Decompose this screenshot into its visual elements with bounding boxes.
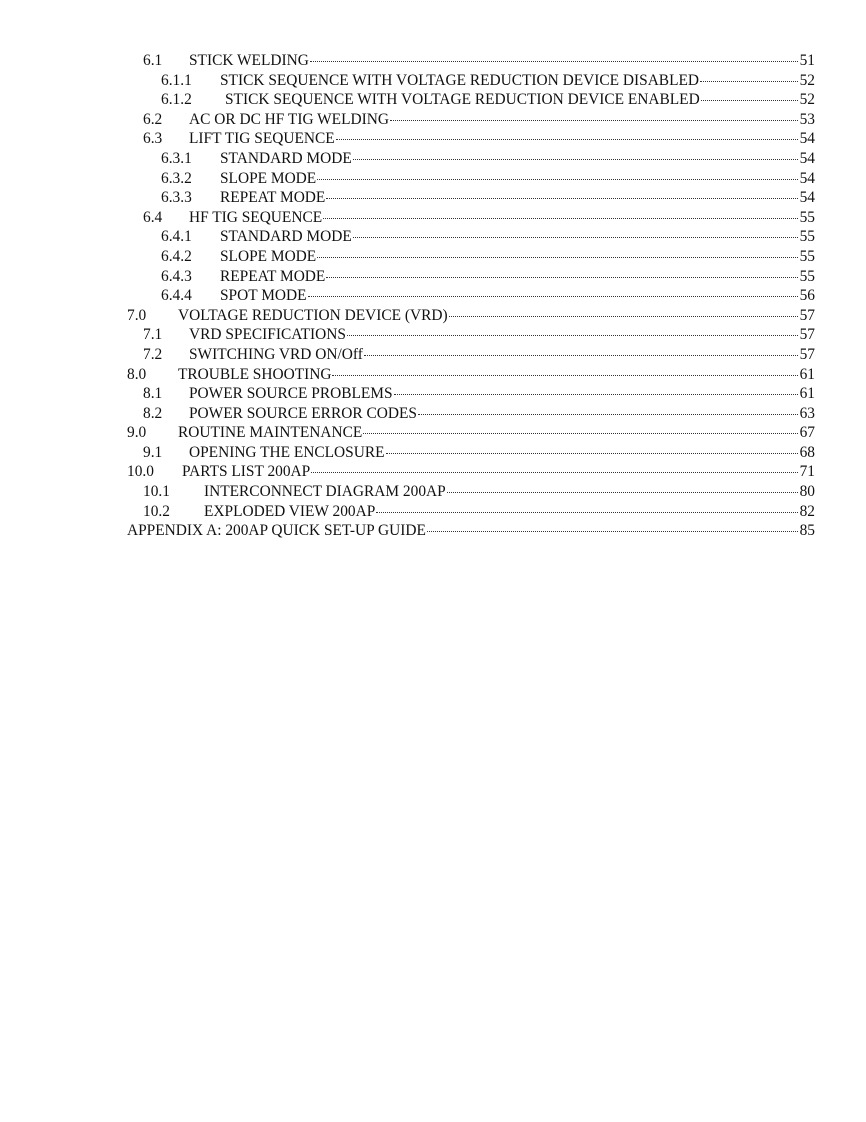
toc-entry-page: 67 xyxy=(799,424,815,442)
dot-leader xyxy=(701,100,798,101)
toc-entry-number: 7.1 xyxy=(143,326,163,344)
toc-entry[interactable] xyxy=(127,149,815,169)
dot-leader xyxy=(390,120,798,121)
toc-entry-number: 6.2 xyxy=(143,110,163,128)
toc-entry[interactable] xyxy=(127,423,815,443)
toc-entry-title: REPEAT MODE xyxy=(220,189,326,207)
toc-entry-page: 82 xyxy=(799,502,815,520)
dot-leader xyxy=(447,492,798,493)
dot-leader xyxy=(310,61,798,62)
toc-entry-number: 9.1 xyxy=(143,443,163,461)
dot-leader xyxy=(427,531,798,532)
toc-entry-number: 10.0 xyxy=(127,463,154,481)
dot-leader xyxy=(317,257,797,258)
toc-entry-title: SPOT MODE xyxy=(220,287,307,305)
toc-entry-title: STICK WELDING xyxy=(189,52,309,69)
toc-entry-number: 6.4.4 xyxy=(161,287,192,305)
dot-leader xyxy=(308,296,798,297)
toc-entry-title: APPENDIX A: 200AP QUICK SET-UP GUIDE xyxy=(127,522,426,540)
toc-entry-title: POWER SOURCE ERROR CODES xyxy=(189,404,417,422)
toc-entry-page: 54 xyxy=(799,149,815,167)
dot-leader xyxy=(394,394,798,395)
toc-entry[interactable] xyxy=(127,267,815,287)
toc-entry-page: 51 xyxy=(799,52,815,69)
toc-entry-number: 6.3.3 xyxy=(161,189,192,207)
dot-leader xyxy=(336,139,798,140)
toc-entry[interactable] xyxy=(127,443,815,463)
dot-leader xyxy=(449,316,798,317)
toc-entry-title: STICK SEQUENCE WITH VOLTAGE REDUCTION DEVICE DISABLED xyxy=(220,71,699,89)
toc-entry-page: 54 xyxy=(799,130,815,148)
toc-entry-title: VRD SPECIFICATIONS xyxy=(189,326,346,344)
table-of-contents xyxy=(127,51,815,541)
toc-entry[interactable] xyxy=(127,502,815,522)
toc-entry-page: 52 xyxy=(799,91,815,109)
dot-leader xyxy=(418,414,798,415)
toc-entry[interactable] xyxy=(127,110,815,130)
toc-entry-page: 71 xyxy=(799,463,815,481)
toc-entry[interactable] xyxy=(127,208,815,228)
toc-entry[interactable] xyxy=(127,51,815,71)
toc-entry-page: 54 xyxy=(799,189,815,207)
dot-leader xyxy=(326,198,797,199)
toc-entry-page: 68 xyxy=(799,443,815,461)
toc-entry-page: 57 xyxy=(799,345,815,363)
toc-entry[interactable] xyxy=(127,325,815,345)
dot-leader xyxy=(364,355,798,356)
toc-entry-title: AC OR DC HF TIG WELDING xyxy=(189,110,389,128)
toc-entry-number: 7.0 xyxy=(127,306,147,324)
dot-leader xyxy=(332,375,797,376)
toc-entry-number: 8.2 xyxy=(143,404,163,422)
toc-entry-number: 6.3.2 xyxy=(161,169,192,187)
toc-entry-number: 6.4.1 xyxy=(161,228,192,246)
toc-entry-page: 80 xyxy=(799,483,815,501)
toc-entry-page: 54 xyxy=(799,169,815,187)
toc-entry-title: SWITCHING VRD ON/Off xyxy=(189,345,363,363)
toc-entry-number: 6.3.1 xyxy=(161,149,192,167)
dot-leader xyxy=(363,433,797,434)
toc-entry-number: 7.2 xyxy=(143,345,163,363)
toc-entry[interactable] xyxy=(127,188,815,208)
toc-entry-page: 63 xyxy=(799,404,815,422)
toc-entry-title: EXPLODED VIEW 200AP xyxy=(204,502,376,520)
dot-leader xyxy=(353,159,798,160)
toc-entry-title: OPENING THE ENCLOSURE xyxy=(189,443,385,461)
toc-entry-number: 6.3 xyxy=(143,130,163,148)
toc-entry-title: POWER SOURCE PROBLEMS xyxy=(189,385,393,403)
toc-entry-title: SLOPE MODE xyxy=(220,247,317,265)
toc-entry-page: 61 xyxy=(799,385,815,403)
toc-entry[interactable] xyxy=(127,482,815,502)
dot-leader xyxy=(386,453,798,454)
dot-leader xyxy=(326,277,797,278)
toc-entry[interactable] xyxy=(127,404,815,424)
toc-entry[interactable] xyxy=(127,462,815,482)
toc-entry-page: 53 xyxy=(799,110,815,128)
toc-entry[interactable] xyxy=(127,129,815,149)
toc-entry-number: 10.2 xyxy=(143,502,170,520)
dot-leader xyxy=(317,179,797,180)
toc-entry-number: 6.1.1 xyxy=(161,71,192,89)
toc-entry-title: STICK SEQUENCE WITH VOLTAGE REDUCTION DEVICE ENABLED xyxy=(225,91,700,109)
toc-entry[interactable] xyxy=(127,71,815,91)
toc-entry-number: 6.1.2 xyxy=(161,91,192,109)
toc-entry-title: HF TIG SEQUENCE xyxy=(189,208,323,226)
toc-entry[interactable] xyxy=(127,227,815,247)
toc-entry-title: TROUBLE SHOOTING xyxy=(178,365,332,383)
toc-entry-page: 55 xyxy=(799,247,815,265)
toc-entry[interactable] xyxy=(127,169,815,189)
toc-entry[interactable] xyxy=(127,306,815,326)
toc-entry-title: ROUTINE MAINTENANCE xyxy=(178,424,363,442)
toc-entry-number: 8.1 xyxy=(143,385,163,403)
toc-entry-page: 57 xyxy=(799,326,815,344)
toc-entry-title: PARTS LIST 200AP xyxy=(182,463,311,481)
toc-entry-number: 8.0 xyxy=(127,365,147,383)
dot-leader xyxy=(311,472,797,473)
toc-entry-number: 6.4 xyxy=(143,208,163,226)
dot-leader xyxy=(323,218,798,219)
toc-entry-page: 57 xyxy=(799,306,815,324)
toc-entry[interactable] xyxy=(127,345,815,365)
toc-entry[interactable] xyxy=(127,90,815,110)
toc-entry-page: 55 xyxy=(799,267,815,285)
toc-entry-number: 6.1 xyxy=(143,52,163,69)
dot-leader xyxy=(376,512,797,513)
toc-entry[interactable] xyxy=(127,384,815,404)
toc-entry-title: STANDARD MODE xyxy=(220,149,352,167)
toc-entry[interactable] xyxy=(127,247,815,267)
dot-leader xyxy=(347,335,798,336)
toc-entry-number: 6.4.2 xyxy=(161,247,192,265)
dot-leader xyxy=(353,237,798,238)
toc-entry-page: 85 xyxy=(799,522,815,540)
toc-entry-title: STANDARD MODE xyxy=(220,228,352,246)
toc-entry-number: 10.1 xyxy=(143,483,170,501)
toc-entry-title: SLOPE MODE xyxy=(220,169,317,187)
toc-entry-number: 6.4.3 xyxy=(161,267,192,285)
toc-entry-title: VOLTAGE REDUCTION DEVICE (VRD) xyxy=(178,306,448,324)
toc-entry[interactable] xyxy=(127,521,815,541)
dot-leader xyxy=(700,81,798,82)
toc-entry-title: REPEAT MODE xyxy=(220,267,326,285)
toc-entry[interactable] xyxy=(127,365,815,385)
toc-entry-page: 55 xyxy=(799,228,815,246)
toc-entry-number: 9.0 xyxy=(127,424,147,442)
toc-entry[interactable] xyxy=(127,286,815,306)
toc-entry-page: 55 xyxy=(799,208,815,226)
toc-entry-page: 52 xyxy=(799,71,815,89)
toc-entry-page: 56 xyxy=(799,287,815,305)
toc-entry-title: INTERCONNECT DIAGRAM 200AP xyxy=(204,483,446,501)
toc-entry-page: 61 xyxy=(799,365,815,383)
toc-entry-title: LIFT TIG SEQUENCE xyxy=(189,130,335,148)
